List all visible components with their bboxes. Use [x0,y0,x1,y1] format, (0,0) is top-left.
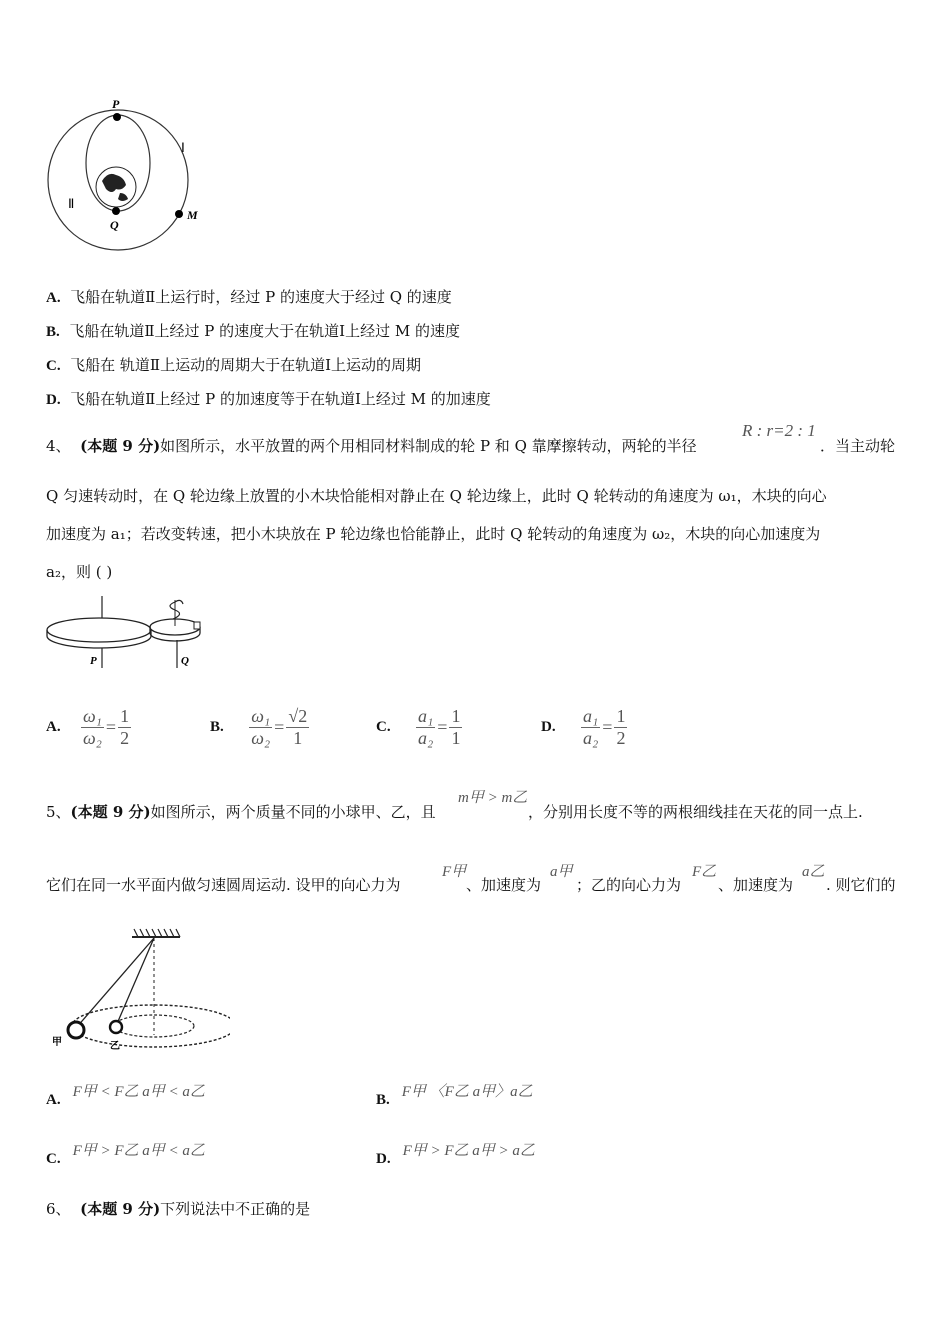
q5-a-jia: a甲 [550,864,573,880]
q5-line-2-d: 、加速度为 [718,876,794,894]
q5-a-yi: a乙 [802,864,825,880]
point-q-dot [112,207,120,215]
q5-option-a: A. F甲 < F乙 a甲 < a乙 [46,1084,205,1108]
label-orbit-1: Ⅰ [181,140,185,155]
ball-jia [68,1022,84,1038]
q4-line-1-end: ．当主动轮 [820,437,896,455]
q3-option-d: D. 飞船在轨道Ⅱ上经过 P 的加速度等于在轨道Ⅰ上经过 M 的加速度 [46,390,491,408]
label-m: M [187,208,198,222]
wheel-p [47,618,151,642]
q4-option-b: B. $\frac{\text{ω₁}}{\text{ω₂}}$ = $\frac{√2}{1}$ [210,706,308,748]
label-yi: 乙 [110,1041,120,1052]
string-yi [116,938,154,1026]
q5-line-2-b: 、加速度为 [466,876,542,894]
label-orbit-2: Ⅱ [68,196,75,211]
q3-option-c: C. 飞船在 轨道Ⅱ上运动的周期大于在轨道Ⅰ上运动的周期 [46,356,422,374]
ball-yi [110,1021,122,1033]
q5-option-b: B. F甲 〈F乙 a甲〉a乙 [376,1084,533,1108]
rotation-arrow [170,600,183,619]
wooden-block [194,622,200,629]
label-jia: 甲 [52,1037,62,1048]
label-q: Q [181,655,189,667]
q5-line-2-a: 它们在同一水平面内做匀速圆周运动. 设甲的向心力为 [46,876,401,894]
q4-line-3: 加速度为 a₁；若改变转速，把小木块放在 P 轮边缘也恰能静止，此时 Q 轮转动的角速度为 ω₂，木块的向心加速度为 [46,525,821,543]
q5-line-2-e: . 则它们的 [826,876,896,894]
q4-ratio: R : r=2 : 1 [742,421,816,440]
q5-option-d: D. F甲 > F乙 a甲 > a乙 [376,1143,535,1167]
point-p-dot [113,113,121,121]
q3-option-b: B. 飞船在轨道Ⅱ上经过 P 的速度大于在轨道Ⅰ上经过 M 的速度 [46,322,460,340]
pendulum-figure [50,925,230,1055]
q3-option-a: A. 飞船在轨道Ⅱ上运行时，经过 P 的速度大于经过 Q 的速度 [46,288,452,306]
q5-option-c: C. F甲 > F乙 a甲 < a乙 [46,1143,205,1167]
label-p: P [112,97,120,111]
orbit-figure [40,95,210,265]
string-jia [76,938,154,1028]
point-m-dot [175,210,183,218]
q5-f-yi: F乙 [692,864,717,880]
q5-line-1: 5、(本题 9 分)如图所示，两个质量不同的小球甲、乙，且 [46,803,436,821]
q4-option-a: A. $\frac{\text{ω₁}}{\text{ω₂}}$ = $\frac{1}{2}$ [46,706,130,748]
label-p: P [90,655,97,667]
q5-f-jia: F甲 [442,864,467,880]
wheels-figure [44,592,214,672]
q5-mass-relation: m甲 > m乙 [458,790,528,806]
q4-line-4: a₂，则 ( ) [46,563,113,581]
q5-line-2-c: ；乙的向心力为 [576,876,682,894]
q5-line-1-end: ，分别用长度不等的两根细线挂在天花的同一点上. [528,803,863,821]
orbit-jia [72,1005,230,1047]
q4-option-d: D. $\frac{\text{a₁}}{\text{a₂}}$ = $\frac{1}{2}$ [541,706,626,748]
q4-line-1: 4、 (本题 9 分)如图所示，水平放置的两个用相同材料制成的轮 P 和 Q 靠摩擦转动，两轮的半径 [46,437,697,455]
q6-line: 6、 (本题 9 分)下列说法中不正确的是 [46,1200,311,1218]
label-q: Q [110,218,119,232]
q4-option-c: C. $\frac{\text{a₁}}{\text{a₂}}$ = $\frac{1}{1}$ [376,706,461,748]
q4-line-2: Q 匀速转动时，在 Q 轮边缘上放置的小木块恰能相对静止在 Q 轮边缘上，此时 Q 轮转动的角速度为 ω₁，木块的向心 [46,487,827,505]
